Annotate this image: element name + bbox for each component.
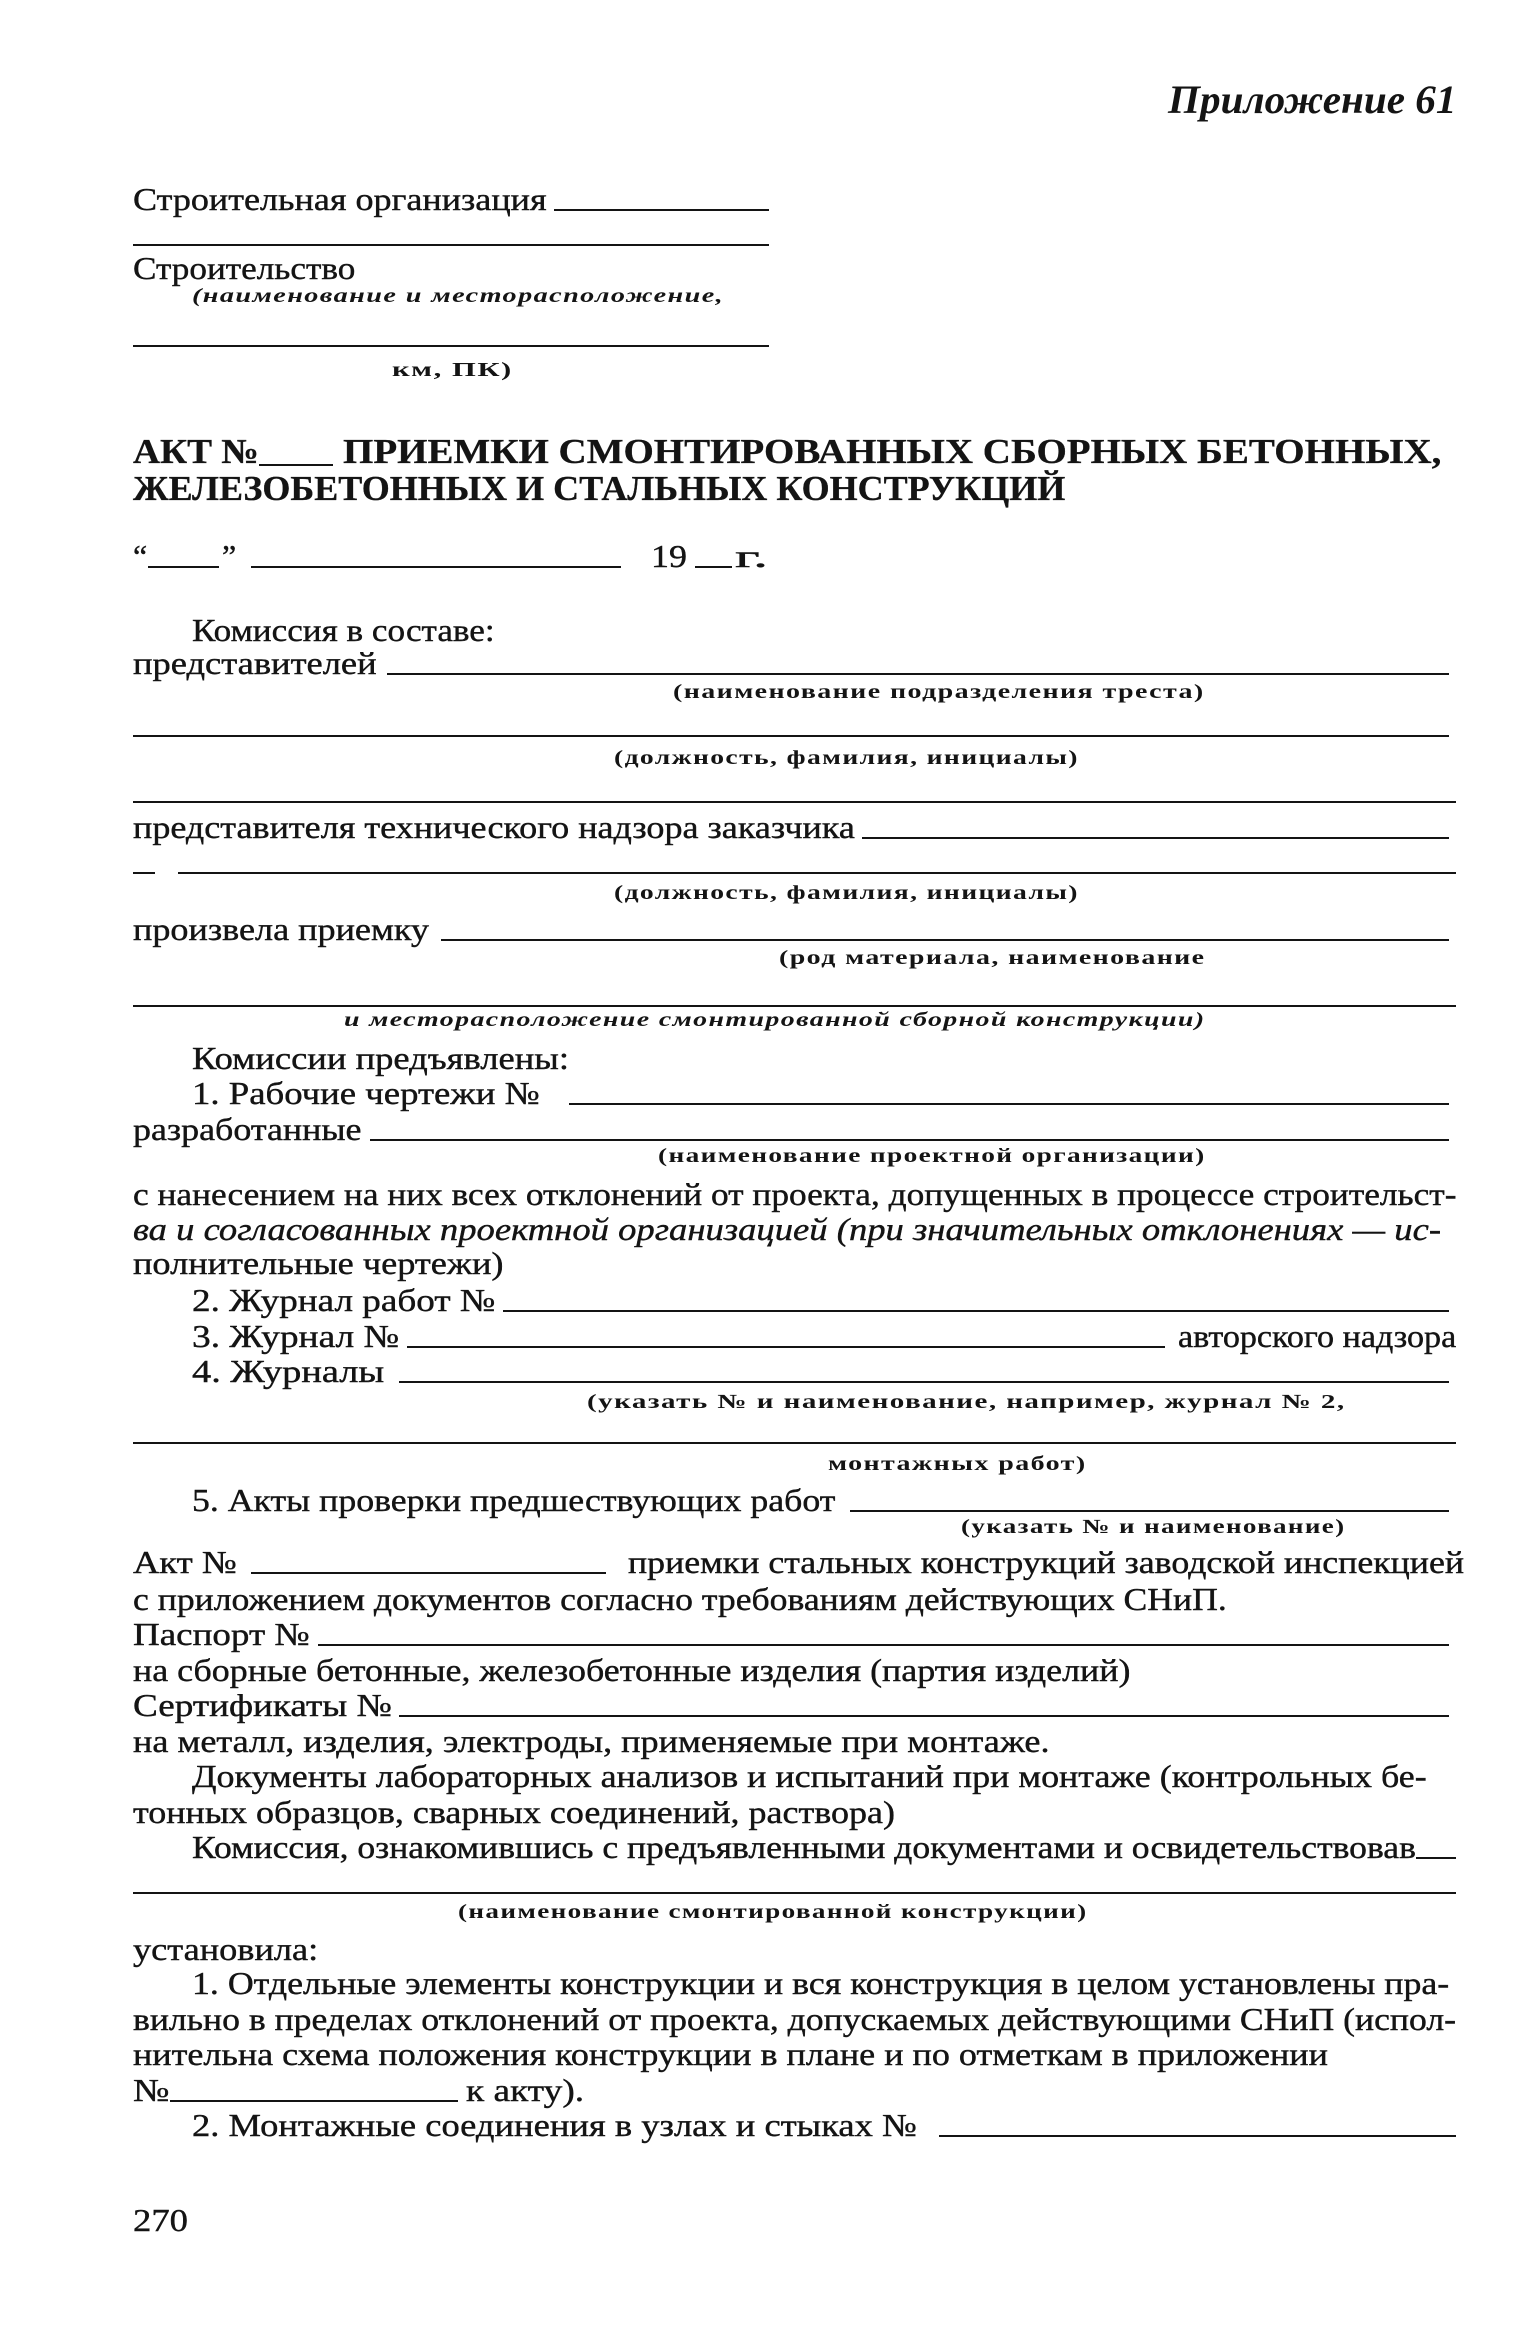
finding-1-line: нительна схема положения конструкции в плане и по отметкам в приложении [133, 2036, 1328, 2072]
author-log-suffix: авторского надзора [1178, 1318, 1457, 1354]
joints-label: 2. Монтажные соединения в узлах и стыках № [192, 2107, 917, 2143]
representatives-hint: (наименование подразделения треста) [673, 681, 1205, 703]
representatives-field [387, 673, 1449, 675]
structure-field-continued [133, 1892, 1456, 1894]
location-field [133, 1005, 1456, 1007]
year-prefix: 19 [651, 538, 687, 574]
drawings-text-line: полнительные чертежи) [133, 1245, 504, 1281]
inspection-acts-hint: (указать № и наименование) [961, 1516, 1346, 1538]
page-number: 270 [133, 2202, 188, 2238]
certificates-field [399, 1715, 1449, 1717]
appendix-label: Приложение 61 [1168, 77, 1457, 122]
construction-hint: (наименование и месторасположение, [192, 285, 725, 307]
logs-field-continued [133, 1442, 1456, 1444]
documents-intro: Комиссии предъявлены: [192, 1040, 569, 1076]
supervision-label: представителя технического надзора заказчика [133, 809, 855, 845]
steel-act-text-2: с приложением документов согласно требованиям действующих СНиП. [133, 1581, 1227, 1617]
findings-intro: Комиссия, ознакомившись с предъявленными документами и освидетельствовав [192, 1829, 1416, 1865]
steel-act-field [251, 1572, 606, 1574]
organization-label: Строительная организация [133, 181, 547, 217]
act-number-field [259, 464, 333, 466]
developer-hint: (наименование проектной организации) [658, 1145, 1206, 1167]
construction-field [133, 345, 769, 347]
steel-act-label: Акт № [133, 1544, 237, 1580]
structure-field [1416, 1857, 1456, 1859]
passport-text: на сборные бетонные, железобетонные изделия (партия изделий) [133, 1652, 1131, 1688]
construction-label: Строительство [133, 250, 356, 286]
logs-hint-end: монтажных работ) [828, 1453, 1087, 1475]
material-hint: (род материала, наименование [779, 947, 1206, 969]
commission-intro: Комиссия в составе: [192, 612, 495, 648]
logs-field [399, 1381, 1449, 1383]
date-quote-open: “ [133, 538, 148, 574]
act-number-prefix: АКТ № [133, 432, 259, 471]
acceptance-field [441, 939, 1449, 941]
certificates-label: Сертификаты № [133, 1687, 392, 1723]
organization-field [554, 209, 769, 211]
supervision-hint: (должность, фамилия, инициалы) [614, 882, 1079, 904]
acceptance-label: произвела приемку [133, 911, 429, 947]
finding-1-end: к акту). [466, 2072, 585, 2108]
supervision-position-field [178, 872, 1456, 874]
steel-act-text: приемки стальных конструкций заводской инспекцией [628, 1544, 1464, 1580]
position-hint: (должность, фамилия, инициалы) [614, 747, 1079, 769]
blank-line [133, 801, 1456, 803]
drawings-label: 1. Рабочие чертежи № [192, 1075, 540, 1111]
author-log-label: 3. Журнал № [192, 1318, 400, 1354]
blank-line-dash [133, 872, 155, 874]
lab-docs-line: тонных образцов, сварных соединений, раствора) [133, 1794, 896, 1830]
certificates-text: на металл, изделия, электроды, применяемые при монтаже. [133, 1723, 1050, 1759]
structure-hint: (наименование смонтированной конструкции) [458, 1901, 1088, 1923]
finding-1-line: вильно в пределах отклонений от проекта, допускаемых действующими СНиП (испол- [133, 2001, 1457, 2037]
year-suffix: г. [735, 538, 769, 574]
act-title-line-1: ПРИЕМКИ СМОНТИРОВАННЫХ СБОРНЫХ БЕТОННЫХ, [343, 432, 1442, 471]
month-field [251, 566, 621, 568]
act-title-line-2: ЖЕЛЕЗОБЕТОННЫХ И СТАЛЬНЫХ КОНСТРУКЦИЙ [133, 469, 1066, 508]
logs-label: 4. Журналы [192, 1353, 385, 1389]
passport-field [318, 1644, 1449, 1646]
supervision-field [862, 837, 1449, 839]
inspection-acts-field [850, 1510, 1449, 1512]
established-label: установила: [133, 1931, 319, 1967]
finding-1-line: 1. Отдельные элементы конструкции и вся конструкция в целом установлены пра- [192, 1965, 1450, 2001]
drawings-text-line: с нанесением на них всех отклонений от проекта, допущенных в процессе строительст- [133, 1176, 1457, 1212]
year-field [695, 566, 732, 568]
date-quote-close: ” [222, 538, 237, 574]
logs-hint: (указать № и наименование, например, журнал № 2, [587, 1391, 1346, 1413]
drawings-field [569, 1103, 1449, 1105]
lab-docs-line: Документы лабораторных анализов и испытаний при монтаже (контрольных бе- [192, 1758, 1427, 1794]
work-log-field [503, 1310, 1449, 1312]
day-field [148, 566, 219, 568]
joints-field [939, 2135, 1456, 2137]
passport-label: Паспорт № [133, 1616, 310, 1652]
drawings-text-line: ва и согласованных проектной организацией (при значительных отклонениях — ис- [133, 1211, 1442, 1247]
appendix-number-field [170, 2100, 458, 2102]
location-hint: и месторасположение смонтированной сборной конструкции) [344, 1009, 1206, 1031]
blank-line [133, 244, 769, 246]
developer-field [370, 1139, 1449, 1141]
author-log-field [407, 1346, 1165, 1348]
appendix-number-sign: № [133, 2072, 170, 2108]
construction-hint-end: км, ПК) [392, 359, 513, 381]
developed-label: разработанные [133, 1111, 362, 1147]
representatives-position-field [133, 735, 1449, 737]
work-log-label: 2. Журнал работ № [192, 1282, 496, 1318]
representatives-label: представителей [133, 645, 377, 681]
inspection-acts-label: 5. Акты проверки предшествующих работ [192, 1482, 836, 1518]
